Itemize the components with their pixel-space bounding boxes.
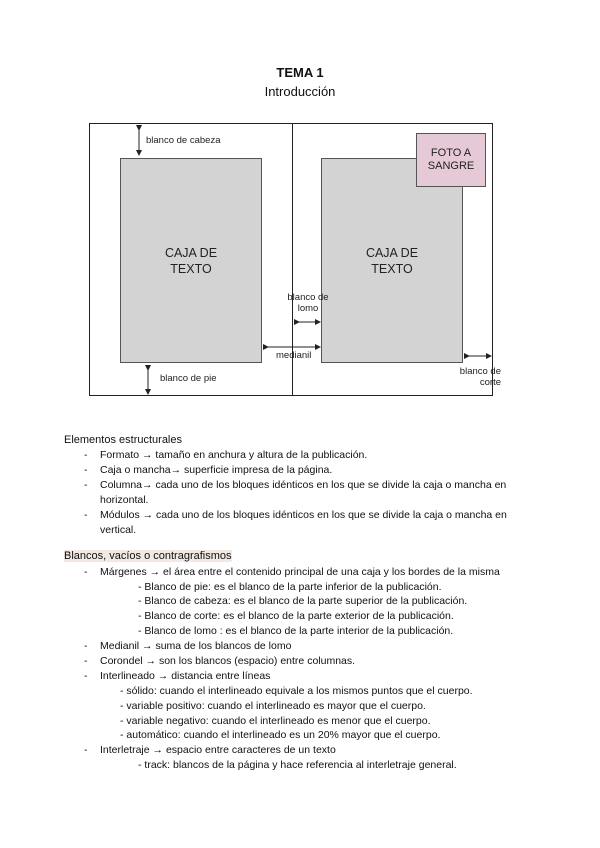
page-subtitle: Introducción — [264, 84, 336, 99]
item-text: Interletraje → espacio entre caracteres de un texto — [100, 744, 336, 756]
item-text: Módulos → cada uno de los bloques idénticos en los que se divide la caja o mancha en — [100, 509, 507, 521]
sub-item: - Blanco de cabeza: es el blanco de la parte superior de la publicación. — [138, 595, 468, 607]
sub-item: - sólido: cuando el interlineado equivale a los mismos puntos que el cuerpo. — [120, 685, 473, 697]
item-text: Columna→ cada uno de los bloques idénticos en los que se divide la caja o mancha en — [100, 479, 507, 491]
foto-a-sangre-box: FOTO A SANGRE — [416, 133, 486, 187]
bullet: - — [84, 744, 88, 756]
list-item — [84, 565, 554, 579]
caja-de-texto-left: CAJA DE TEXTO — [120, 158, 262, 363]
sub-item: - variable negativo: cuando el interlineado es menor que el cuerpo. — [120, 715, 431, 727]
bullet: - — [84, 640, 88, 652]
item-text: Medianil → suma de los blancos de lomo — [100, 640, 292, 652]
section-heading-elementos: Elementos estructurales — [64, 434, 182, 446]
sub-item: - track: blancos de la página y hace referencia al interletraje general. — [138, 759, 457, 771]
bullet: - — [84, 479, 88, 491]
bullet: - — [84, 509, 88, 521]
label-blanco-pie: blanco de pie — [160, 373, 217, 384]
list-item — [84, 508, 554, 522]
list-item — [84, 743, 336, 757]
item-text: Márgenes → el área entre el contenido principal de una caja y los bordes de la misma — [100, 566, 500, 578]
item-text: Corondel → son los blancos (espacio) entre columnas. — [100, 655, 356, 667]
sub-item: - Blanco de lomo : es el blanco de la parte interior de la publicación. — [138, 625, 454, 637]
bullet: - — [84, 449, 88, 461]
bullet: - — [84, 670, 88, 682]
sub-item: - Blanco de corte: es el blanco de la parte exterior de la publicación. — [138, 610, 454, 622]
sub-item: - variable positivo: cuando el interlineado es mayor que el cuerpo. — [120, 700, 426, 712]
bullet: - — [84, 655, 88, 667]
label-blanco-corte: blanco de corte — [459, 366, 501, 388]
list-item — [84, 639, 291, 653]
item-text: Interlineado → distancia entre líneas — [100, 670, 271, 682]
label-blanco-lomo: blanco de lomo — [287, 292, 329, 314]
item-text: Caja o mancha→ superficie impresa de la página. — [100, 464, 333, 476]
list-item — [84, 463, 544, 477]
section-heading-blancos: Blancos, vacíos o contragrafismos — [64, 550, 232, 562]
bullet: - — [84, 566, 88, 578]
label-medianil: medianil — [276, 350, 312, 361]
item-text-cont: vertical. — [100, 524, 137, 536]
sub-item: - automático: cuando el interlineado es un 20% mayor que el cuerpo. — [120, 729, 441, 741]
item-text: Formato → tamaño en anchura y altura de la publicación. — [100, 449, 368, 461]
list-item — [84, 669, 270, 683]
sub-item: - Blanco de pie: es el blanco de la parte inferior de la publicación. — [138, 581, 442, 593]
page-title: TEMA 1 — [276, 65, 324, 80]
list-item — [84, 478, 554, 492]
item-text-cont: horizontal. — [100, 494, 149, 506]
list-item — [84, 654, 355, 668]
label-blanco-cabeza: blanco de cabeza — [146, 135, 221, 146]
caja-de-texto-right: CAJA DE TEXTO — [321, 158, 463, 363]
bullet: - — [84, 464, 88, 476]
list-item — [84, 448, 544, 462]
